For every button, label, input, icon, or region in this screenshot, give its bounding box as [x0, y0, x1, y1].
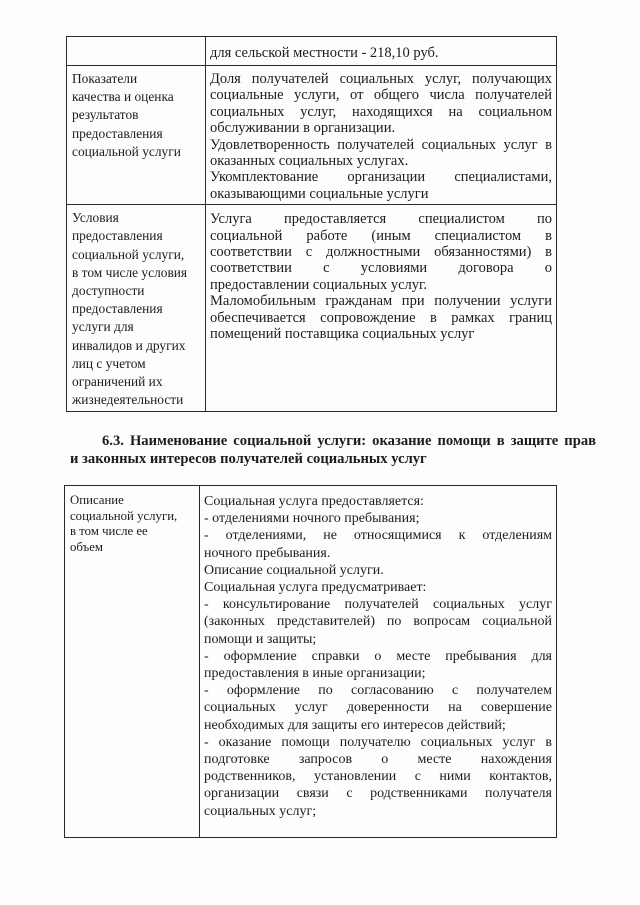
- cell-line: доступности: [72, 283, 145, 299]
- cell-line: обеспечивается сопровождение в рамках границ: [210, 309, 552, 326]
- cell-line: обслуживании в организации.: [210, 120, 396, 137]
- cell-line: подготовке запросов о месте нахождения: [204, 752, 552, 768]
- cell-line: социальной услуги,: [70, 508, 178, 523]
- cell-line: - оформление справки о месте пребывания для: [204, 648, 552, 664]
- table-cell: [67, 37, 206, 66]
- cell-line: помощи и защиты;: [204, 631, 317, 647]
- table-row: [67, 205, 557, 412]
- quality-indicators-text: [206, 66, 557, 205]
- cell-line: помещений поставщика социальных услуг: [210, 326, 475, 343]
- cell-line: Социальная услуга предусматривает:: [204, 580, 427, 596]
- cell-line: оказанных социальных услугах.: [210, 153, 409, 170]
- cell-line: в том числе ее: [70, 524, 148, 539]
- cell-line: Описание социальной услуги.: [204, 562, 384, 578]
- cell-line: оказывающими социальные услуги: [210, 185, 429, 202]
- cell-line: Показатели: [72, 71, 138, 86]
- services-table-bottom: [64, 485, 557, 838]
- cell-line: (законных представителей) по вопросам социальной: [204, 614, 552, 630]
- cell-line: Услуга предоставляется специалистом по: [210, 211, 552, 228]
- cell-line: объем: [70, 539, 103, 554]
- cell-line: предоставления: [72, 301, 163, 317]
- cell-line: социальных услуг, находящихся на социальном: [210, 103, 552, 120]
- cell-line: Описание: [70, 493, 124, 507]
- cell-line: - оформление по согласованию с получателем: [204, 683, 552, 699]
- cell-line: предоставления в иные организации;: [204, 666, 426, 682]
- table-row: [67, 37, 557, 66]
- cell-line: социальной услуги: [72, 143, 181, 159]
- cell-line: результатов: [72, 107, 139, 123]
- cell-line: социальных услуг;: [204, 803, 317, 819]
- cell-line: ночного пребывания.: [204, 545, 331, 561]
- cell-line: Укомплектование организации специалистами,: [210, 169, 552, 186]
- cell-line: социальных услуг доверенности на совершение: [204, 700, 552, 716]
- cell-line: - консультирование получателей социальных услуг: [204, 597, 552, 613]
- conditions-label: [67, 205, 206, 412]
- cell-line: - отделениями ночного пребывания;: [204, 511, 420, 527]
- cell-line: соответствии с условиями договора о: [210, 260, 552, 277]
- cell-line: Социальная услуга предоставляется:: [204, 494, 424, 509]
- cell-line: предоставления: [72, 125, 163, 141]
- cell-line: услуги для: [72, 319, 134, 335]
- quality-indicators-label: [67, 66, 206, 205]
- services-table-top: [66, 36, 557, 412]
- cell-line: - оказание помощи получателю социальных услуг в: [204, 734, 552, 750]
- cell-line: организации связи с родственниками получателя: [204, 786, 552, 802]
- cell-line: социальные услуги, от общего числа получателей: [210, 87, 552, 104]
- cell-line: предоставлении социальных услуг.: [210, 276, 427, 293]
- conditions-text: [206, 205, 557, 412]
- cell-line: в том числе условия: [72, 264, 188, 280]
- cell-line: качества и оценка: [72, 89, 174, 105]
- description-label: [65, 486, 200, 838]
- cell-line: ограничений их: [72, 374, 163, 390]
- cell-line: соответствии с должностными обязанностями) в: [210, 244, 552, 261]
- cell-line: - отделениями, не относящимися к отделениям: [204, 528, 552, 544]
- description-text: [200, 486, 557, 838]
- heading-line: 6.3. Наименование социальной услуги: оказание помощи в защите прав: [102, 433, 596, 449]
- cell-line: инвалидов и других: [72, 337, 186, 353]
- cell-line: лиц с учетом: [72, 355, 146, 371]
- cell-line: для сельской местности - 218,10 руб.: [210, 45, 439, 61]
- cell-line: социальной услуги,: [72, 246, 185, 262]
- cell-line: жизнедеятельности: [72, 392, 184, 408]
- cell-line: Маломобильным гражданам при получении услуги: [210, 293, 552, 310]
- section-heading: [70, 433, 596, 468]
- cell-line: социальной работе (иным специалистом в: [210, 227, 552, 244]
- heading-line: и законных интересов получателей социальных услуг: [70, 450, 427, 467]
- cell-line: предоставления: [72, 228, 163, 244]
- cell-line: необходимых для защиты его интересов действий;: [204, 717, 506, 733]
- table-row: [67, 66, 557, 205]
- cell-line: Условия: [72, 210, 119, 226]
- cell-line: Удовлетворенность получателей социальных услуг в: [210, 136, 552, 153]
- cell-line: Доля получателей социальных услуг, получающих: [210, 71, 552, 87]
- table-cell: [206, 37, 557, 66]
- table-row: [65, 486, 557, 838]
- cell-line: родственников, установлении с ними контактов,: [204, 769, 552, 785]
